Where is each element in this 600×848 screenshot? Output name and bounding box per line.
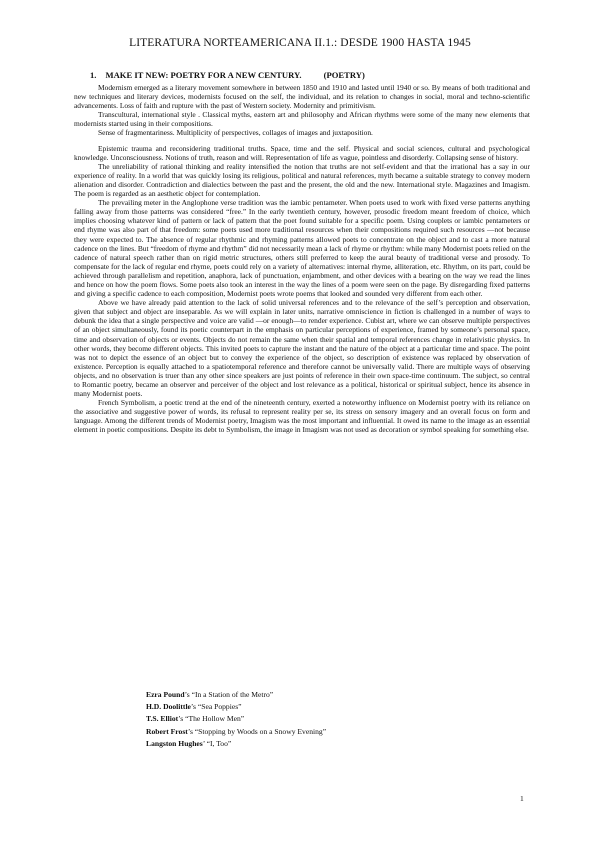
reading-author: H.D. Doolittle	[146, 702, 191, 712]
section-heading	[90, 70, 530, 80]
paragraph: Epistemic trauma and reconsidering traditional truths. Space, time and the self. Physical and social sciences, cultural and psychological knowledge. Unconsciousness. Notions of truth, reason and will. Representation of life as vague, pointless and disorderly. Collapsing sense of history.	[74, 143, 530, 162]
reading-author: Langston Hughes	[146, 738, 203, 748]
paragraph: Above we have already paid attention to the lack of solid universal references and to the relevance of the self’s perception and observation, given that subject and object are inseparable. As we will explain in later units, narrative omniscience in fiction is challenged in a number of ways to debunk the idea that a single perspective and voice are valid —or enough—to render experience. Cubist art, where we can observe multiple perspectives of an object simultaneously, found its poetic counterpart in the emphasis on particular perceptions of experience, framed by someone’s personal space, time and observation of objects or events. Objects do not remain the same when their spatial and temporal references change in relativistic physics. In other words, they become different objects. This invited poets to capture the instant and the nature of the object at a particular time and space. The point was not to depict the essence of an object but to convey the experience of the object, so description of existence was replaced by observation of existence. Perception is equally attached to a spatiotemporal reference and therefore cannot be universally valid. There are multiple ways of observing objects, and no observation is truer than any other since speakers are just points of reference in their own space-time continuum. The subject, so central to Romantic poetry, became an observer and perceiver of the object and lost relevance as a political, historical or spiritual subject, hence its absence in many Modernist poets.	[74, 298, 530, 399]
document-title: LITERATURA NORTEAMERICANA II.1.: DESDE 1900 HASTA 1945	[129, 37, 471, 49]
reading-list-item	[146, 689, 526, 701]
reading-list-item	[146, 738, 526, 750]
reading-work: ’s “In a Station of the Metro”	[184, 690, 274, 699]
body-text	[74, 83, 530, 435]
paragraph: Transcultural, international style . Classical myths, eastern art and philosophy and African rhythms were some of the many new elements that modernists started using in their compositions.	[74, 110, 530, 129]
reading-author: T.S. Elliot	[146, 714, 179, 724]
reading-work: ’s “Sea Poppies”	[190, 702, 242, 712]
reading-work: ’ “I, Too”	[202, 738, 232, 748]
paragraph: French Symbolism, a poetic trend at the end of the nineteenth century, exerted a noteworthy influence on Modernist poetry with its reliance on the associative and suggestive power of words, its refusal to represent reality per se, its stress on sensory imagery and an overall focus on form and language. Among the different trends of Modernist poetry, Imagism was the most important and influential. It owed its name to the image as an essential element in poetic compositions. Despite its debt to Symbolism, the image in Imagism was not used as decoration or symbol speaking for something else.	[74, 398, 530, 435]
section-tag: (POETRY)	[323, 70, 365, 80]
reading-list	[146, 689, 526, 750]
reading-list-item	[146, 701, 526, 713]
reading-list-item	[146, 726, 526, 738]
reading-list-item	[146, 713, 526, 725]
paragraph: Modernism emerged as a literary movement somewhere in between 1850 and 1910 and lasted until 1940 or so. By means of both traditional and new techniques and literary devices, modernists focused on the self, the individual, and its relation to changes in social, moral and techno-scientific advancements. Loss of faith and rupture with the past of Western society. Modernity and primitivism.	[74, 83, 530, 111]
reading-work: ’s “Stopping by Woods on a Snowy Evening”	[187, 726, 327, 736]
paragraph: Sense of fragmentariness. Multiplicity of perspectives, collages of images and juxtaposition.	[98, 128, 373, 138]
section-number: 1.	[90, 70, 97, 80]
reading-work: ’s “The Hollow Men”	[178, 714, 245, 724]
paragraph: The prevailing meter in the Anglophone verse tradition was the iambic pentameter. When poets used to work with fixed verse patterns anything falling away from those patterns was considered “free.” In the early twentieth century, however, prosodic freedom meant freedom of choice, which implies choosing whatever kind of pattern or lack of pattern that the poet found suitable for a specific poem. Using couplets or iambic pentameters or end rhyme was also part of that freedom: some poets used more traditional resources when their compositions required such resources —not because they were expected to. The absence of regular rhythmic and rhyming patterns allowed poets to concentrate on the object and to cast a more natural cadence on the lines. But “freedom of rhyme and rhythm” did not necessarily mean a lack of rhyme or rhythm: while many Modernist poets relied on the cadence of natural speech rather than on rigid metric structures, others still preferred to keep the aural beauty of traditional verse and prosody. To compensate for the lack of regular end rhyme, poets could rely on a variety of alternatives: internal rhyme, alliteration, etc. Rhythm, on its part, could be achieved through parallelism and repetition, anaphora, lack of punctuation, enjambment, and other devices with a bearing on the way we read the lines and hence on how the poem flows. Some poets also took an interest in the way the lines of a poem were seen on the page. By disregarding fixed patterns and giving a specific cadence to each composition, Modernist poets wrote poems that looked and sounded very different from each other.	[74, 198, 530, 299]
reading-author: Ezra Pound	[146, 690, 185, 699]
paragraph: The unreliability of rational thinking and reality intensified the notion that truths are not self-evident and that the irrational has a say in our experience of reality. In a world that was quickly losing its religious, political and natural references, myth became a suitable strategy to convey modern alienation and disorder. Contradiction and dialectics between the past and the present, the old and the new. International style. Magazines and Imagism. The poem is regarded as an aesthetic object for contemplation.	[74, 161, 530, 199]
page-number: 1	[520, 794, 524, 803]
reading-author: Robert Frost	[146, 726, 188, 736]
section-title: MAKE IT NEW: POETRY FOR A NEW CENTURY.	[105, 70, 302, 80]
